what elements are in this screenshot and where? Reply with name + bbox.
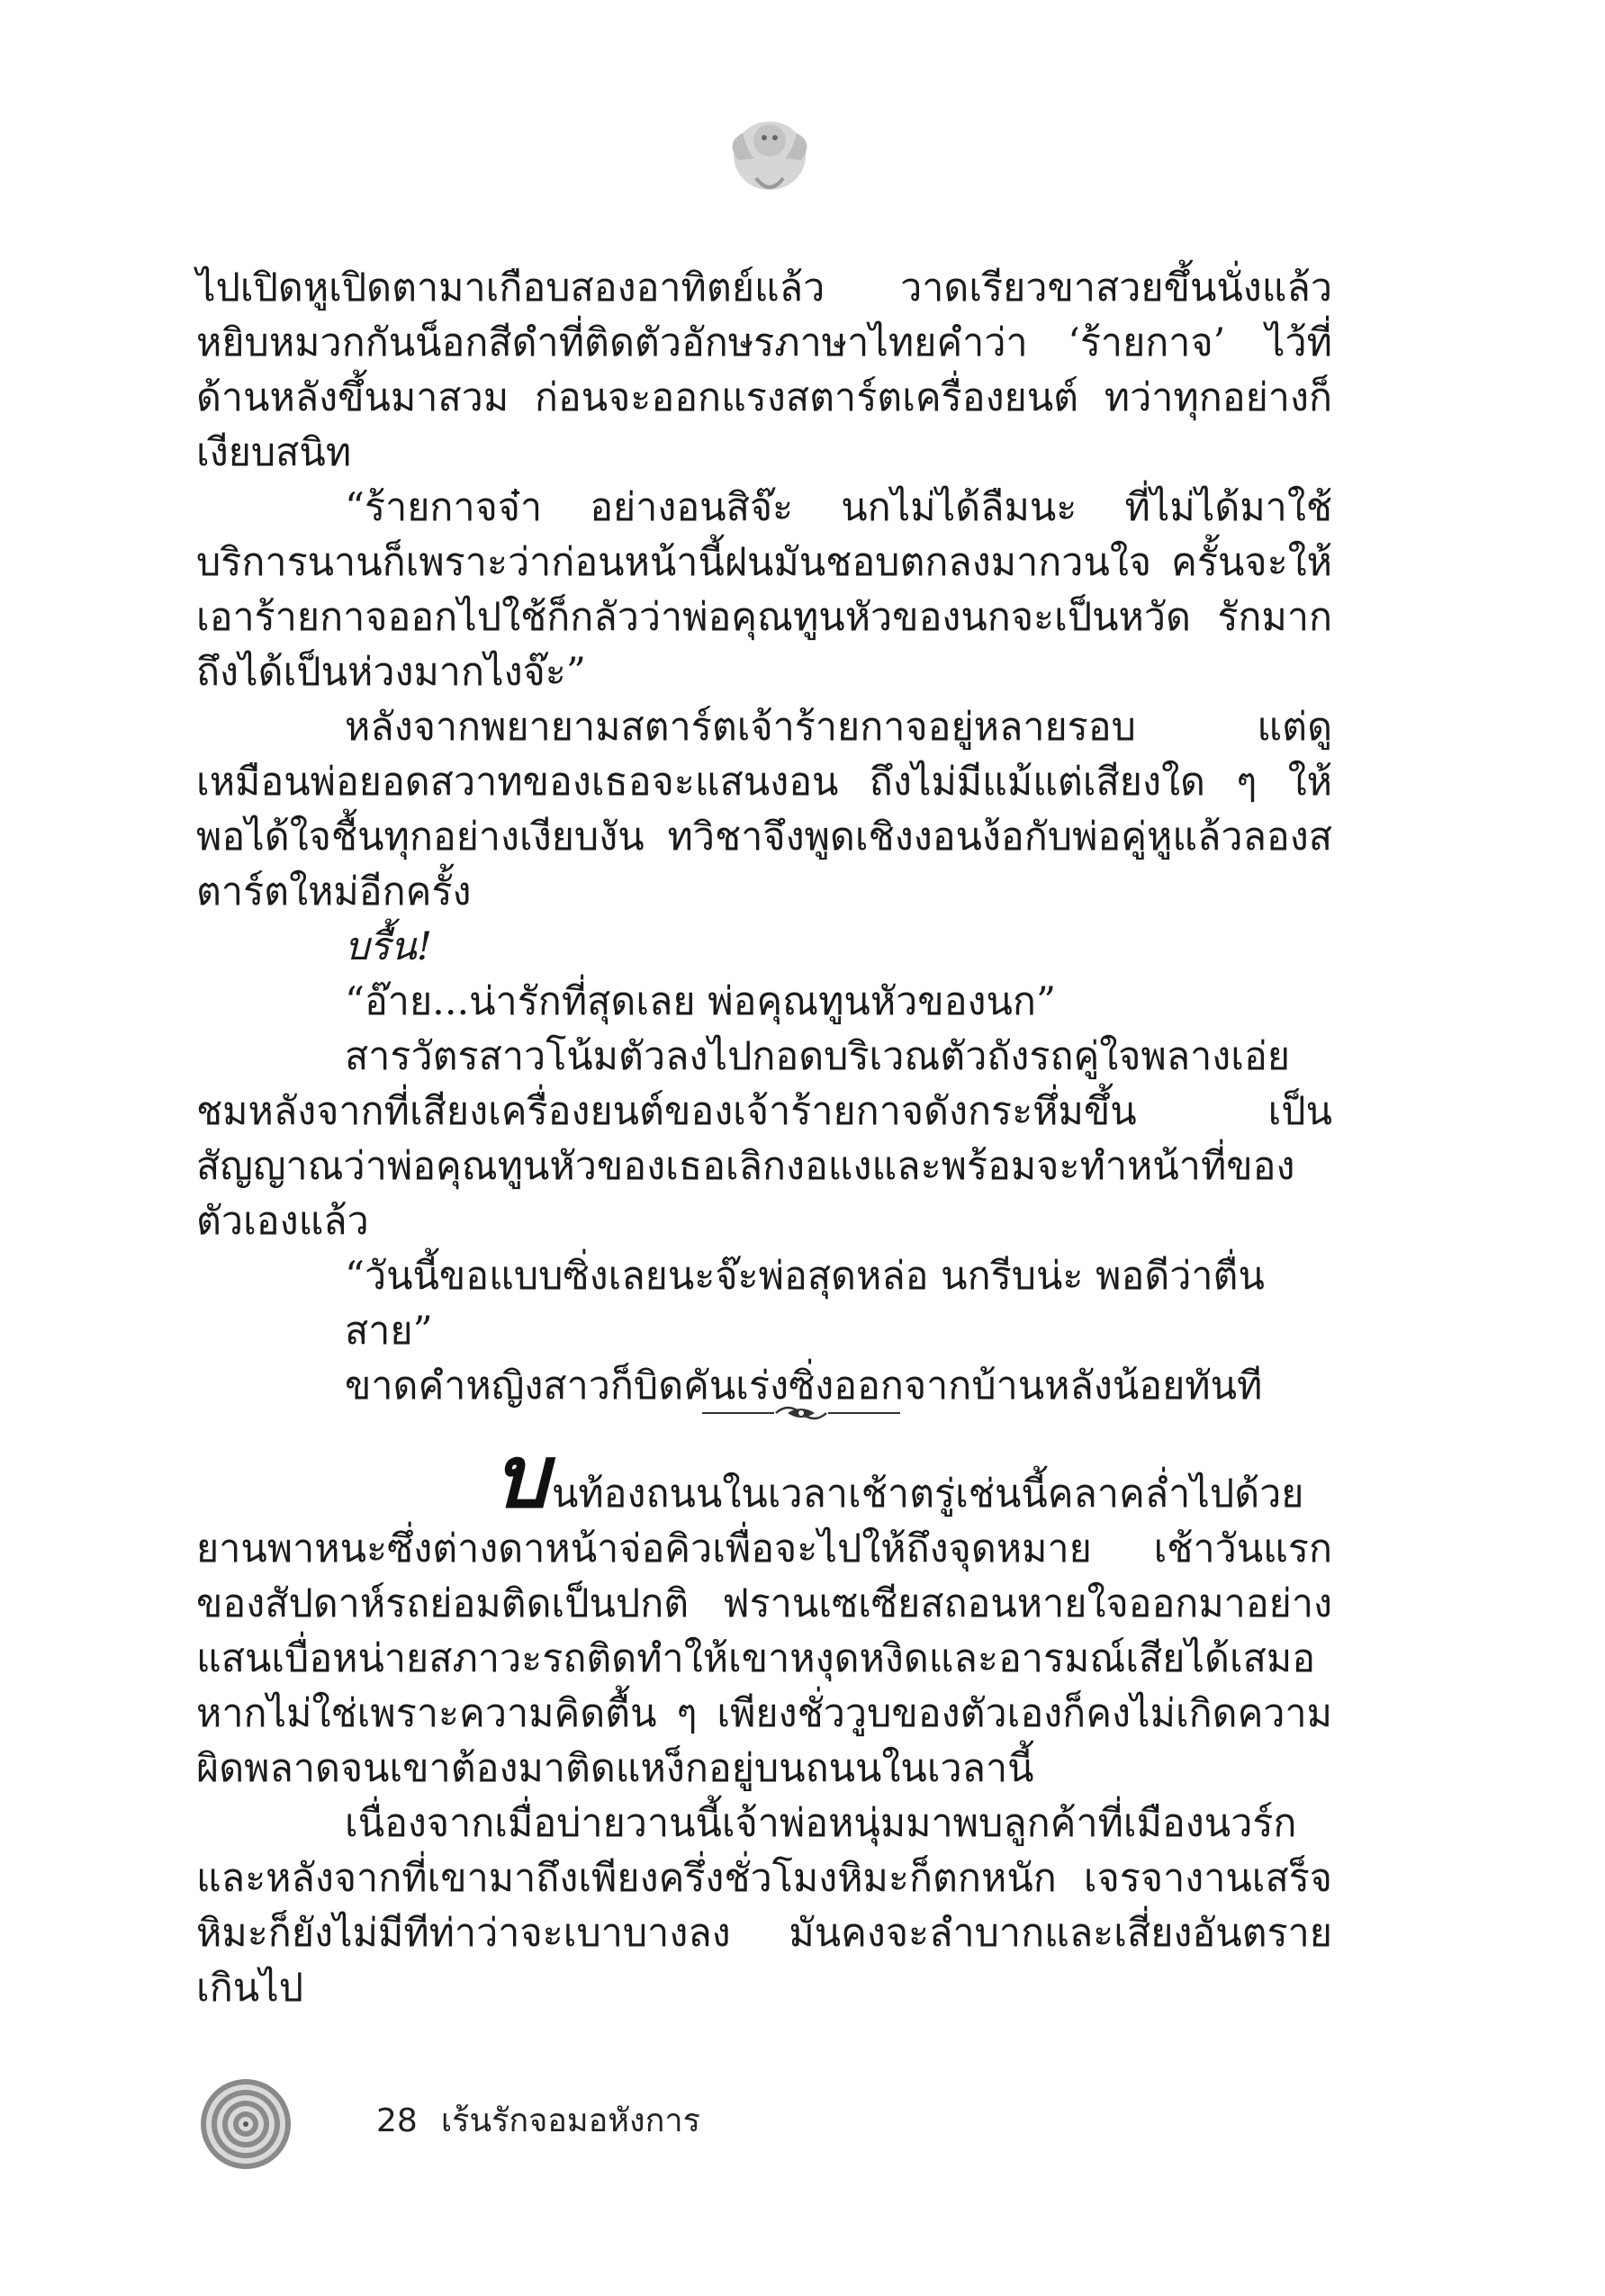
dialogue-line-2: “วันนี้ขอแบบซิ่งเลยนะจ๊ะพ่อสุดหล่อ นกรีบน่ะ พอดีว่าตื่นสาย” — [345, 1254, 1265, 1354]
paragraph-3: หลังจากพยายามสตาร์ตเจ้าร้ายกาจอยู่หลายรอบ แต่ดูเหมือนพ่อยอดสวาทของเธอจะแสนงอน ถึงไม่มีแม้แต่เสียงใด ๆ ให้พอได้ใจชื้นทุกอย่างเงียบงัน ทวิชาจึงพูดเชิงงอนง้อกับพ่อคู่หูแล้วลองสตาร์ตใหม่อีกครั้ง — [196, 705, 1332, 914]
page-footer — [196, 2075, 826, 2174]
page-number: 28 — [376, 2102, 418, 2139]
lower-text-block — [196, 1426, 1332, 2016]
paragraph-4: สารวัตรสาวโน้มตัวลงไปกอดบริเวณตัวถังรถคู่ใจพลางเอ่ยชมหลังจากที่เสียงเครื่องยนต์ของเจ้าร้ายกาจดังกระหึ่มขึ้น เป็นสัญญาณว่าพ่อคุณทูนหัวของเธอเลิกงอแงและพร้อมจะทำหน้าที่ของตัวเองแล้ว — [196, 1034, 1332, 1244]
target-circles-icon — [196, 2075, 295, 2174]
upper-text-block — [196, 261, 1332, 1414]
paragraph-1: ไปเปิดหูเปิดตามาเกือบสองอาทิตย์แล้ว วาดเรียวขาสวยขึ้นนั่งแล้วหยิบหมวกกันน็อกสีดำที่ติดตัวอักษรภาษาไทยคำว่า ‘ร้ายกาจ’ ไว้ที่ด้านหลังขึ้นมาสวม ก่อนจะออกแรงสตาร์ตเครื่องยนต์ ทว่าทุกอย่างก็เงียบสนิท — [196, 266, 1332, 475]
sound-effect-line: บรื้น! — [345, 924, 433, 969]
dialogue-line: “อ๊าย...น่ารักที่สุดเลย พ่อคุณทูนหัวของนก” — [345, 979, 1056, 1024]
section-opening-paragraph — [196, 1426, 1332, 1796]
section-divider-icon — [702, 1400, 900, 1427]
footer-text — [376, 2102, 700, 2141]
section-opening-text: นท้องถนนในเวลาเช้าตรู่เช่นนี้คลาคล่ำไปด้วยยานพาหนะซึ่งต่างดาหน้าจ่อคิวเพื่อจะไปให้ถึงจุดหมาย เช้าวันแรกของสัปดาห์รถย่อมติดเป็นปกติ ฟรานเซเซียสถอนหายใจออกมาอย่างแสนเบื่อหน่ายสภาวะรถติดทำให้เขาหงุดหงิดและอารมณ์เสียได้เสมอ หากไม่ใช่เพราะความคิดตื้น ๆ เพียงชั่ววูบของตัวเองก็คงไม่เกิดความผิดพลาดจนเขาต้องมาติดแหง็กอยู่บนถนนในเวลานี้ — [196, 1472, 1332, 1791]
book-title: เร้นรักจอมอหังการ — [440, 2102, 700, 2139]
cupid-ornament-icon — [720, 106, 819, 205]
paragraph-5: เนื่องจากเมื่อบ่ายวานนี้เจ้าพ่อหนุ่มมาพบลูกค้าที่เมืองนวร์กและหลังจากที่เขามาถึงเพียงครึ่งชั่วโมงหิมะก็ตกหนัก เจรจางานเสร็จหิมะก็ยังไม่มีทีท่าว่าจะเบาบางลง มันคงจะลำบากและเสี่ยงอันตรายเกินไป — [196, 1801, 1332, 2011]
closing-line: ขาดคำหญิงสาวก็บิดคันเร่งซิ่งออกจากบ้านหลังน้อยทันที — [345, 1364, 1263, 1409]
paragraph-2: “ร้ายกาจจ๋า อย่างอนสิจ๊ะ นกไม่ได้ลืมนะ ที่ไม่ได้มาใช้บริการนานก็เพราะว่าก่อนหน้านี้ฝนมันชอบตกลงมากวนใจ ครั้นจะให้เอาร้ายกาจออกไปใช้ก็กลัวว่าพ่อคุณทูนหัวของนกจะเป็นหวัด รักมากถึงได้เป็นห่วงมากไงจ๊ะ” — [196, 485, 1332, 695]
drop-cap: บ — [493, 1426, 548, 1527]
